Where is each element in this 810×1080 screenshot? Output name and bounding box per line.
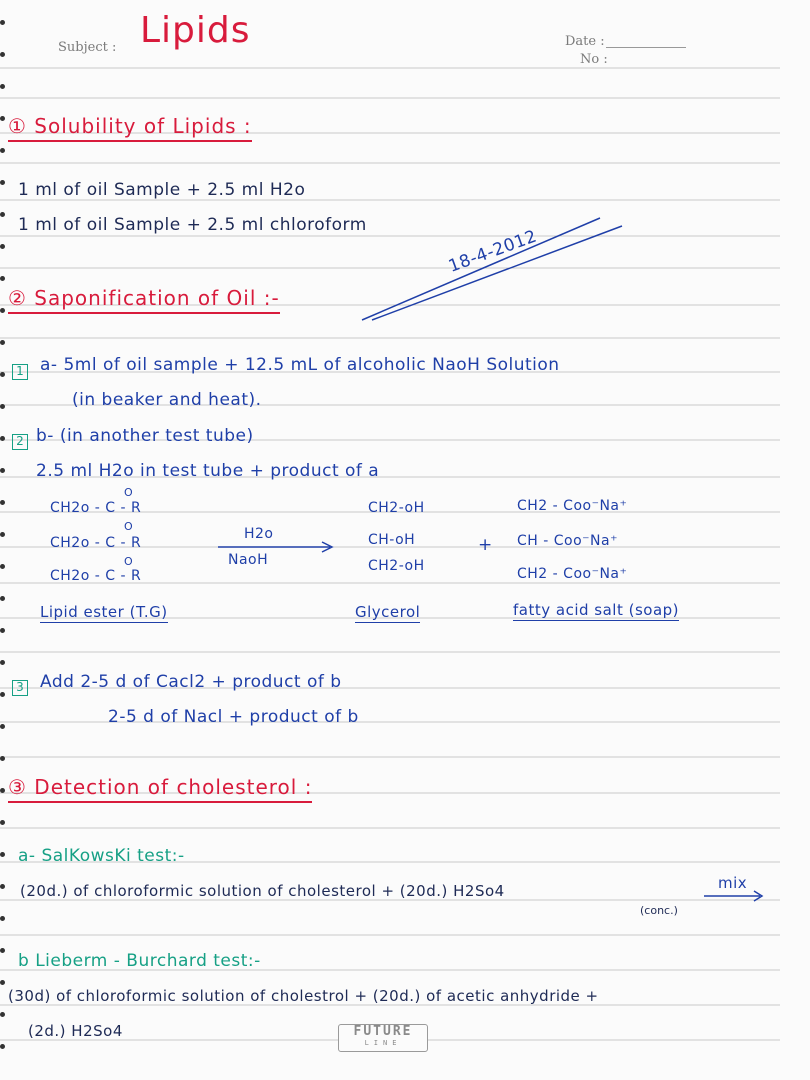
arrow-top-label: H2o: [244, 526, 274, 542]
ester-line-1: CH2o - C - R: [50, 500, 142, 516]
carbonyl-o-3: O: [124, 555, 133, 568]
solubility-line-1: 1 ml of oil Sample + 2.5 ml H2o: [18, 180, 306, 200]
liebermann-line-1: (30d) of chloroformic solution of cholestrol + (20d.) of acetic anhydride +: [8, 987, 599, 1005]
date-label: Date :: [565, 34, 605, 49]
carbonyl-o-2: O: [124, 520, 133, 533]
future-line-logo: [338, 1024, 428, 1052]
no-label: No :: [580, 52, 608, 67]
soap-line-1: CH2 - Coo⁻Na⁺: [517, 498, 628, 514]
section-solubility-title: ① Solubility of Lipids :: [8, 114, 252, 142]
glycerol-line-3: CH2-oH: [368, 558, 425, 574]
liebermann-line-2: (2d.) H2So4: [28, 1022, 123, 1040]
label-glycerol: Glycerol: [355, 603, 421, 621]
date-underline: [606, 47, 686, 48]
carbonyl-o-1: O: [124, 486, 133, 499]
spiral-binding: [0, 0, 12, 1080]
salkowski-line: (20d.) of chloroformic solution of cholesterol + (20d.) H2So4: [20, 882, 505, 900]
logo-text-2: LINE: [364, 1039, 402, 1047]
label-lipid-ester: Lipid ester (T.G): [40, 603, 168, 621]
glycerol-line-2: CH-oH: [368, 532, 416, 548]
date-note: 18-4-2012: [446, 226, 540, 277]
subject-label: Subject :: [58, 40, 117, 55]
glycerol-line-1: CH2-oH: [368, 500, 425, 516]
soap-line-2: CH - Coo⁻Na⁺: [517, 533, 618, 549]
salkowski-conc: (conc.): [640, 904, 678, 917]
ester-line-2: CH2o - C - R: [50, 535, 142, 551]
reaction-plus: +: [478, 535, 493, 555]
label-soap: fatty acid salt (soap): [513, 601, 680, 619]
section-cholesterol-title: ③ Detection of cholesterol :: [8, 775, 312, 803]
soap-line-3: CH2 - Coo⁻Na⁺: [517, 566, 628, 582]
step-2-line-2: 2.5 ml H2o in test tube + product of a: [36, 461, 380, 481]
logo-text-1: FUTURE: [353, 1024, 413, 1039]
step-1-box: 1: [12, 360, 28, 380]
step-1-line-1: a- 5ml of oil sample + 12.5 mL of alcoholic NaoH Solution: [40, 355, 560, 375]
ester-line-3: CH2o - C - R: [50, 568, 142, 584]
liebermann-title: b Lieberm - Burchard test:-: [18, 951, 261, 971]
subject-value: Lipids: [140, 10, 251, 51]
salkowski-mix: mix: [718, 874, 748, 892]
salkowski-title: a- SalKowsKi test:-: [18, 846, 185, 866]
section-saponification-title: ② Saponification of Oil :-: [8, 286, 280, 314]
date-strokes: [360, 212, 630, 322]
step-3-line-2: 2-5 d of Nacl + product of b: [108, 707, 359, 727]
step-3-box: 3: [12, 676, 28, 696]
mix-arrow: [704, 890, 768, 902]
step-3-line-1: Add 2-5 d of Cacl2 + product of b: [40, 672, 342, 692]
arrow-bottom-label: NaoH: [228, 552, 269, 568]
step-2-box: 2: [12, 430, 28, 450]
step-2-line-1: b- (in another test tube): [36, 426, 254, 446]
step-1-line-2: (in beaker and heat).: [72, 390, 262, 410]
solubility-line-2: 1 ml of oil Sample + 2.5 ml chloroform: [18, 215, 367, 235]
